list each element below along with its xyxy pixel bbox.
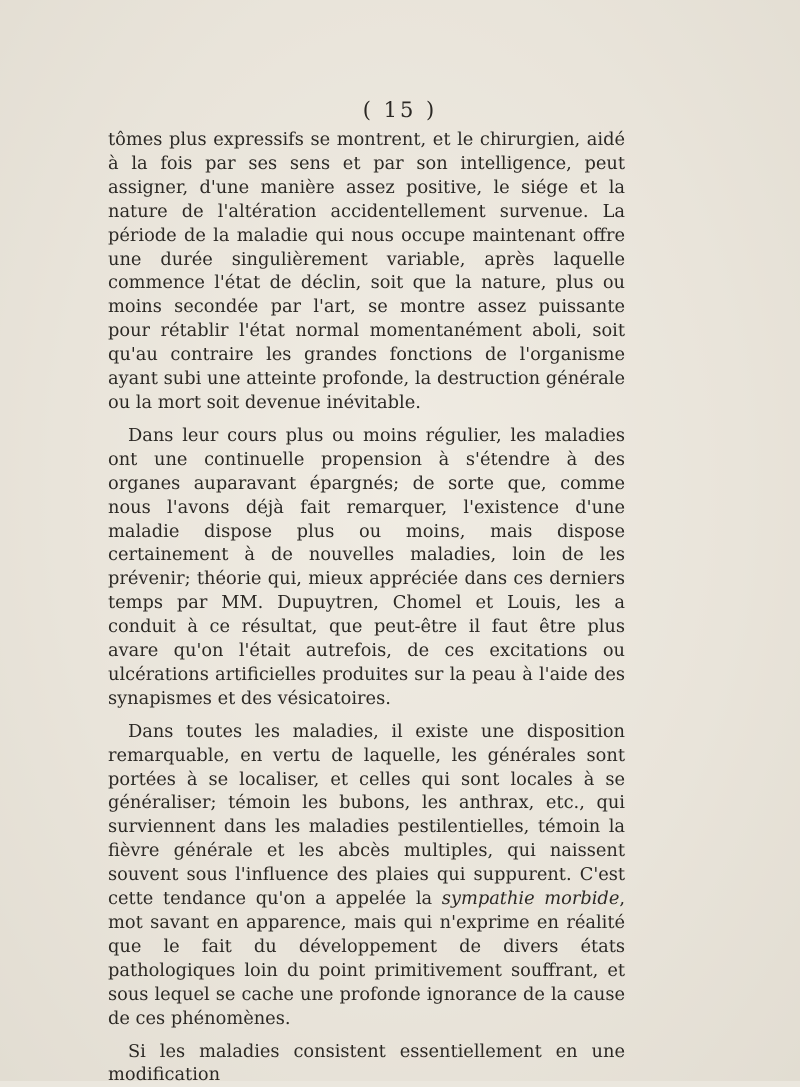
paragraph-2: Dans leur cours plus ou moins régulier, les maladies ont une continuelle propension à s'étendre à des organes auparavant épargnés; de sorte que, comme nous l'avons déjà fait remarquer, l'existence d'une maladie dispose plus ou moins, mais dispose certainement à de nouvelles maladies, loin de les prévenir; théorie qui, mieux appréciée dans ces derniers temps par MM. Dupuytren, Chomel et Louis, les a conduit à ce résultat, que peut-être il faut être plus avare qu'on l'était autrefois, de ces excitations ou ulcérations artificielles produites sur la peau à l'aide des synapismes et des vésicatoires.: [108, 424, 625, 709]
paragraph-3-text-before: Dans toutes les maladies, il existe une disposition remarquable, en vertu de laquelle, les générales sont portées à se localiser, et celles qui sont locales à se généraliser; témoin les bubons, les anthrax, etc., qui surviennent dans les maladies pestilentielles, témoin la fièvre générale et les abcès multiples, qui naissent souvent sous l'influence des plaies qui suppurent. C'est cette tendance qu'on a appelée la: [108, 720, 625, 910]
italic-term: sympathie morbide: [441, 888, 620, 910]
paragraph-3-text-after: , mot savant en apparence, mais qui n'exprime en réalité que le fait du développement de divers états pathologiques loin du point primitivement souffrant, et sous lequel se cache une profonde ignorance de la cause de ces phénomènes.: [108, 888, 625, 1029]
page-number: ( 15 ): [362, 98, 438, 122]
body-text: [108, 128, 625, 1087]
paragraph-3: [108, 720, 625, 1031]
paragraph-1: tômes plus expressifs se montrent, et le chirurgien, aidé à la fois par ses sens et par son intelligence, peut assigner, d'une manière assez positive, le siége et la nature de l'altération accidentellement survenue. La période de la maladie qui nous occupe maintenant offre une durée singulièrement variable, après laquelle commence l'état de déclin, soit que la nature, plus ou moins secondée par l'art, se montre assez puissante pour rétablir l'état normal momentanément aboli, soit qu'au contraire les grandes fonctions de l'organisme ayant subi une atteinte profonde, la destruction générale ou la mort soit devenue inévitable.: [108, 129, 625, 413]
paragraph-4: Si les maladies consistent essentiellement en une modification: [108, 1040, 625, 1086]
